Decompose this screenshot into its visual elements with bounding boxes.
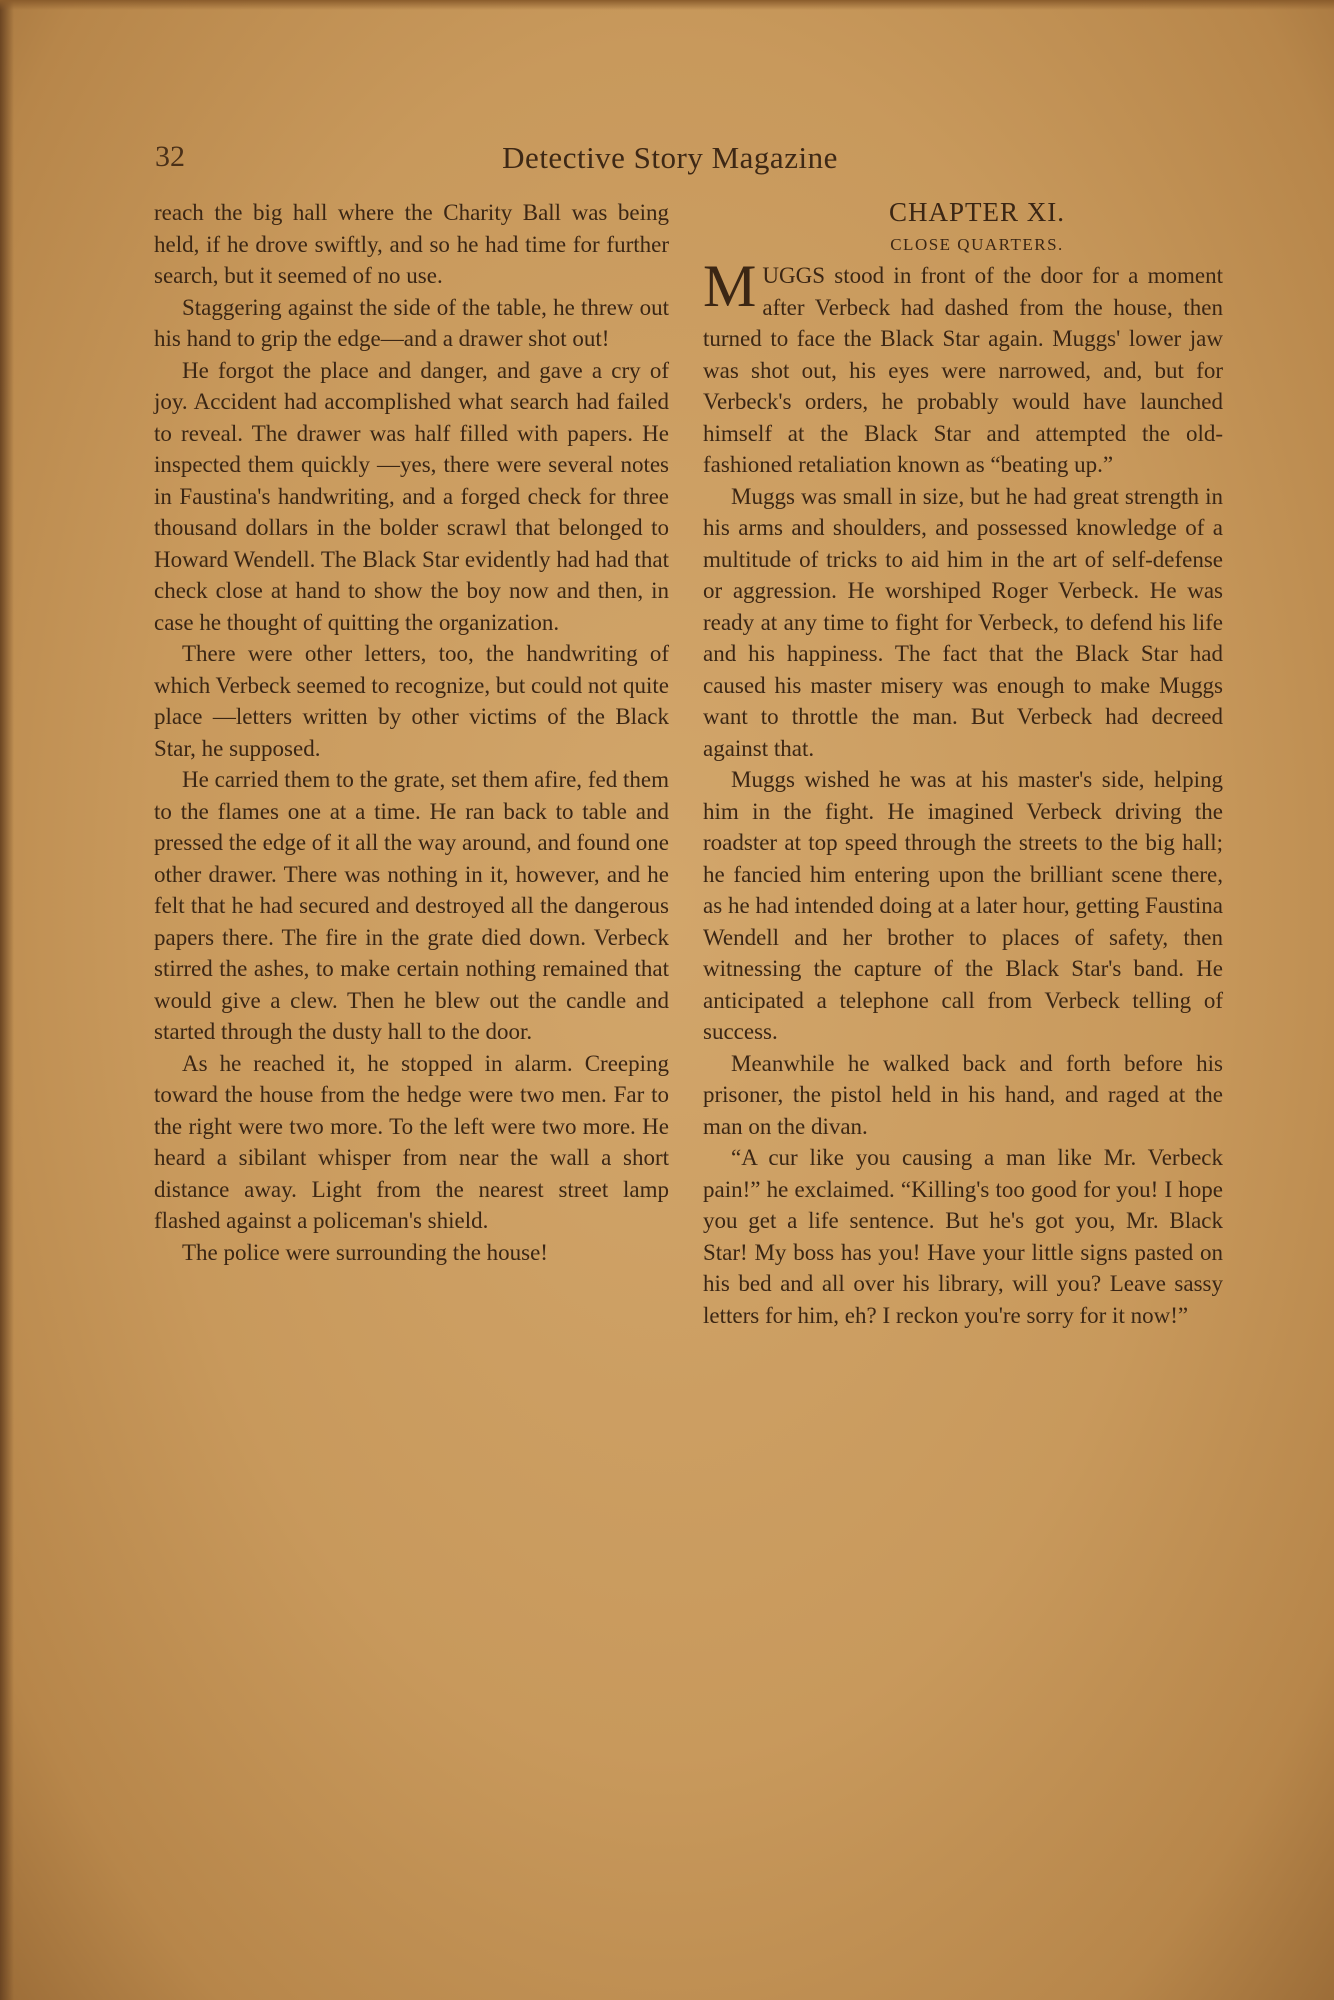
- paragraph: Meanwhile he walked back and forth before his prisoner, the pistol held in his hand, and raged at the man on the divan.: [703, 1050, 1223, 1139]
- chapter-subtitle: CLOSE QUARTERS.: [890, 234, 1064, 254]
- paragraph: reach the big hall where the Charity Ball was being held, if he drove swiftly, and so he had time for further search, but it seemed of no use.: [154, 200, 669, 288]
- drop-cap: M: [703, 253, 757, 319]
- paragraph: Muggs was small in size, but he had great strength in his arms and shoulders, and possessed knowledge of a multitude of tricks to aid him in the art of self-defense or aggression. He worshiped Roger Verbeck. He was ready at any time to fight for Verbeck, to defend his life and his happiness. The fact that the Black Star had caused his master misery was enough to make Muggs want to throttle the man. But Verbeck had decreed against that.: [703, 483, 1223, 761]
- right-column: [703, 197, 1223, 1331]
- opening-paragraph-text: UGGS stood in front of the door for a moment after Verbeck had dashed from the house, then turned to face the Black Star again. Muggs' lower jaw was shot out, his eyes were narrowed, and, but for Verbeck's orders, he probably would have launched himself at the Black Star and attempted the old-fashioned retaliation known as “beating up.”: [703, 263, 1223, 477]
- paragraph: As he reached it, he stopped in alarm. Creeping toward the house from the hedge were two men. Far to the right were two more. To the left were two more. He heard a sibilant whisper from near the wall a short distance away. Light from the nearest street lamp flashed against a policeman's shield.: [154, 1050, 669, 1233]
- paragraph: He carried them to the grate, set them afire, fed them to the flames one at a time. He ran back to table and pressed the edge of it all the way around, and found one other drawer. There was nothing in it, however, and he felt that he had secured and destroyed all the dangerous papers there. The fire in the grate died down. Verbeck stirred the ashes, to make certain nothing remained that would give a clew. Then he blew out the candle and started through the dusty hall to the door.: [154, 767, 669, 1044]
- paragraph: “A cur like you causing a man like Mr. Verbeck pain!” he exclaimed. “Killing's too good for you! I hope you get a life sentence. But he's got you, Mr. Black Star! My boss has you! Have your little signs pasted on his bed and all over his library, will you? Leave sassy letters for him, eh? I reckon you're sorry for it now!”: [703, 1145, 1223, 1328]
- paragraph: He forgot the place and danger, and gave a cry of joy. Accident had accomplished what search had failed to reveal. The drawer was half filled with papers. He inspected them quickly —yes, there were several notes in Faustina's handwriting, and a forged check for three thousand dollars in the bolder scrawl that belonged to Howard Wendell. The Black Star evidently had had that check close at hand to show the boy now and then, in case he thought of quitting the organization.: [154, 357, 669, 635]
- page-number: 32: [155, 140, 185, 173]
- left-column: [154, 197, 669, 1268]
- paragraph: The police were surrounding the house!: [182, 1239, 548, 1265]
- paragraph: Muggs wished he was at his master's side, helping him in the fight. He imagined Verbeck driving the roadster at top speed through the streets to the big hall; he fancied him entering upon the brilliant scene there, as he had intended doing at a later hour, getting Faustina Wendell and her brother to places of safety, then witnessing the capture of the Black Star's band. He anticipated a telephone call from Verbeck telling of success.: [703, 767, 1223, 1044]
- magazine-title: Detective Story Magazine: [502, 140, 838, 175]
- paragraph: Staggering against the side of the table, he threw out his hand to grip the edge—and a drawer shot out!: [154, 294, 669, 351]
- paragraph: There were other letters, too, the handwriting of which Verbeck seemed to recognize, but could not quite place —letters written by other victims of the Black Star, he supposed.: [154, 641, 669, 761]
- page-edge: [0, 0, 14, 2000]
- running-head: [155, 140, 1185, 190]
- chapter-heading: CHAPTER XI.: [888, 197, 1065, 227]
- opening-paragraph: [703, 253, 1223, 481]
- page-edge-top: [0, 0, 1334, 10]
